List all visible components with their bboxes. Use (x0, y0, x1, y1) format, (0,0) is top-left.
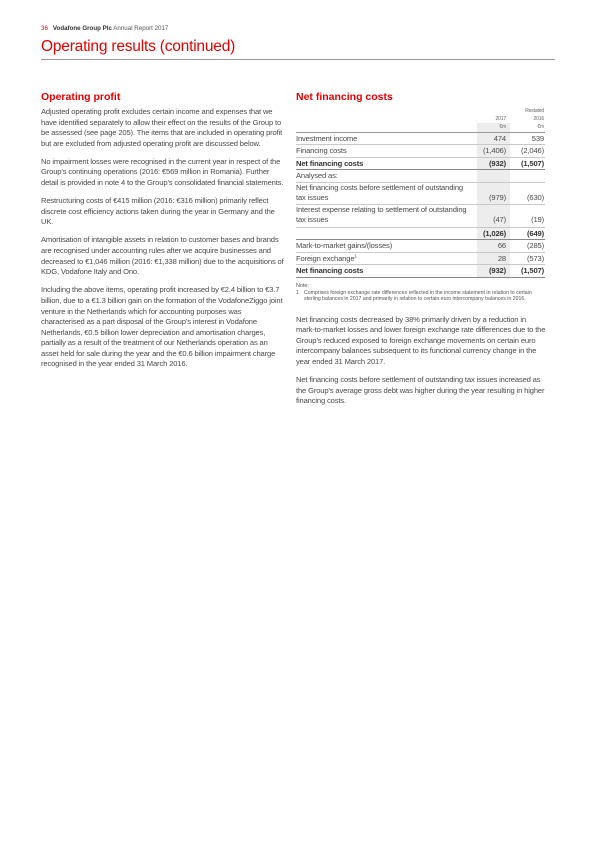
value-2016: 539 (510, 132, 545, 145)
net-financing-costs-heading: Net financing costs (296, 91, 393, 103)
page-title: Operating results (continued) (41, 38, 236, 55)
value-2016: (19) (510, 205, 545, 228)
table-total-row (296, 265, 545, 278)
table-row (296, 240, 545, 253)
left-column (41, 91, 286, 378)
table-subtotal-row (296, 227, 545, 240)
unit-2017: €m (477, 123, 510, 132)
report-name: Annual Report 2017 (113, 25, 169, 32)
row-label: Analysed as: (296, 170, 477, 183)
row-label: Net financing costs (296, 157, 477, 170)
body-paragraph: Including the above items, operating profit increased by €2.4 billion to €3.7 billion, due to a €1.3 billion gain on the formation of the VodafoneZiggo joint venture in the Netherlands which for accounting purposes was characterised as a part disposal of the Group’s interest in Vodafone Netherlands, €0.5 billion lower depreciation and amortisation charges, partially as a result of the treatment of our Netherlands operation as an asset held for sale during the year and the €0.6 billion impairment charge recognised in the year ended 31 March 2016. (41, 285, 283, 369)
value-2016: (1,507) (510, 265, 545, 278)
right-column (296, 91, 546, 414)
row-label (296, 227, 477, 240)
value-2016: (285) (510, 240, 545, 253)
value-2017: 28 (477, 252, 510, 265)
net-financing-costs-table (296, 107, 545, 278)
table-total-row (296, 157, 545, 170)
column-header-2016: 2016 (533, 116, 544, 122)
value-2017: (1,026) (477, 227, 510, 240)
table-row (296, 145, 545, 158)
table-row (296, 132, 545, 145)
body-paragraph: Adjusted operating profit excludes certain income and expenses that we have identified separately to allow their effect on the results of the Group to be assessed (see page 205). The items that are included in operating profit but are excluded from adjusted operating profit are discussed below. (41, 107, 283, 148)
unit-2016: €m (510, 123, 545, 132)
table-row (296, 182, 545, 205)
body-paragraph: No impairment losses were recognised in the current year in respect of the Group’s continuing operations (2016: €569 million in Romania). Further detail is provided in note 4 to the Group’s consolidated financial statements. (41, 156, 284, 188)
value-2016: (630) (510, 182, 545, 205)
body-paragraph: Amortisation of intangible assets in relation to customer bases and brands are recognised under accounting rules after we acquire businesses and decreased to €1,046 million (2016: €1,338 million) due to the acquisitions of KDG, Vodafone Italy and Ono. (41, 235, 284, 277)
footnote-marker: 1 (354, 252, 357, 258)
table-unit-row (296, 123, 545, 132)
row-label: Net financing costs before settlement of outstanding tax issues (296, 182, 477, 205)
column-header-restated: Restated (525, 108, 544, 114)
note-title: Note: (296, 282, 309, 289)
value-2017: (1,406) (477, 145, 510, 158)
row-label: Net financing costs (296, 265, 477, 278)
column-header-2017: 2017 (477, 115, 510, 123)
body-paragraph: Net financing costs before settlement of outstanding tax issues increased as the Group’s average gross debt was higher during the year resulting in higher financing costs. (296, 375, 545, 406)
page-number: 36 (41, 25, 48, 32)
row-label: Foreign exchange (296, 253, 355, 263)
row-label: Mark-to-market gains/(losses) (296, 240, 477, 253)
value-2016 (510, 170, 545, 183)
value-2016: (2,046) (510, 145, 545, 158)
value-2016: (649) (510, 227, 545, 240)
value-2017: (47) (477, 205, 510, 228)
body-paragraph: Net financing costs decreased by 38% primarily driven by a reduction in mark-to-market losses and lower foreign exchange rate differences due to the Group’s reduced exposed to foreign exchange movements on certain euro intercompany balances subsequent to its functional currency change in the year ended 31 March 2017. (296, 314, 546, 367)
operating-profit-heading: Operating profit (41, 91, 121, 103)
footnote-number: 1 (296, 289, 299, 296)
value-2017: (932) (477, 265, 510, 278)
row-label: Investment income (296, 132, 477, 145)
table-header-row (296, 107, 545, 115)
table-row (296, 170, 545, 183)
table-row (296, 252, 545, 265)
value-2017: (979) (477, 182, 510, 205)
running-header (41, 25, 168, 32)
footnote (296, 290, 546, 303)
table-header-row (296, 115, 545, 123)
footnote-text: Comprises foreign exchange rate differences reflected in the income statement in relation to certain sterling balances in 2017 and primarily in relation to certain euro intercompany balances in 2016. (304, 289, 532, 303)
row-label: Financing costs (296, 145, 477, 158)
table-row (296, 205, 545, 228)
company-name: Vodafone Group Plc (52, 25, 112, 32)
value-2017: (932) (477, 157, 510, 170)
value-2017: 66 (477, 240, 510, 253)
value-2017: 474 (477, 132, 510, 145)
value-2016: (573) (510, 252, 545, 265)
value-2017 (477, 170, 510, 183)
value-2016: (1,507) (510, 157, 545, 170)
body-paragraph: Restructuring costs of €415 million (2016: €316 million) primarily reflect discrete cost efficiency actions taken during the year in Germany and the UK. (41, 196, 275, 227)
row-label: Interest expense relating to settlement of outstanding tax issues (296, 205, 477, 228)
title-divider (41, 59, 555, 60)
